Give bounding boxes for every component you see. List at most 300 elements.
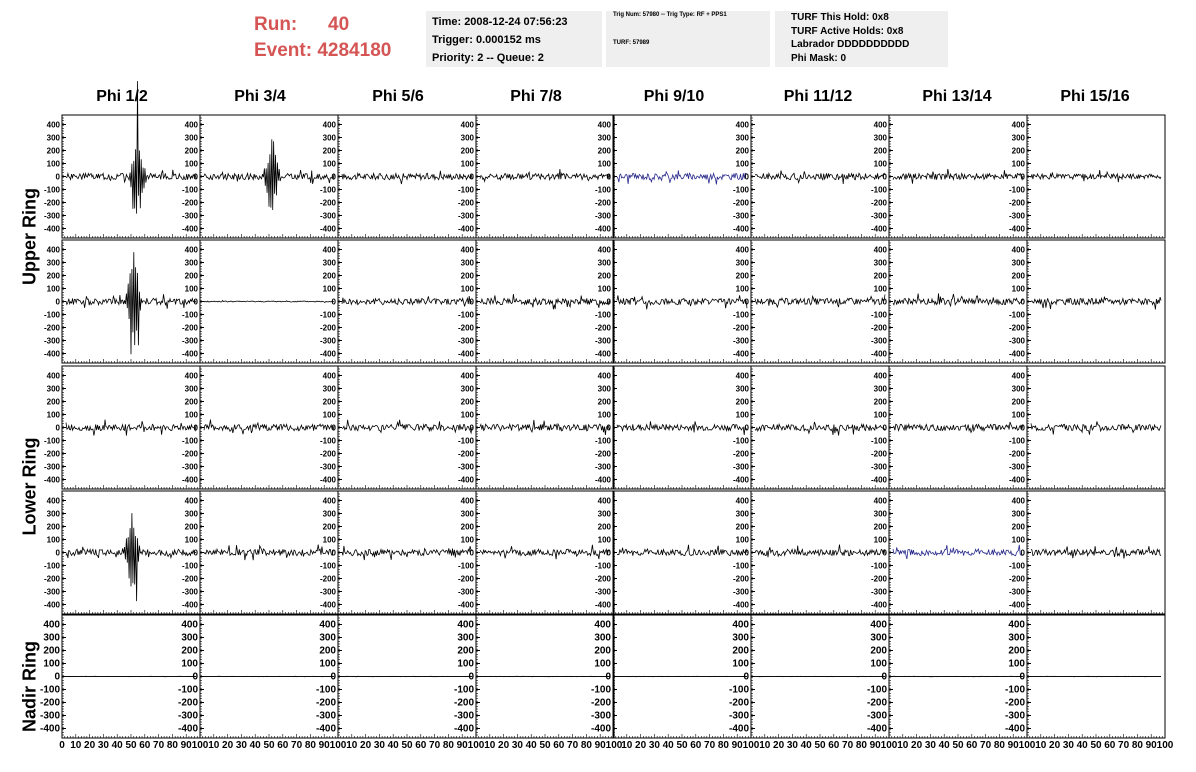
y-tick-label: 0 — [744, 172, 749, 182]
y-tick-label: -400 — [181, 600, 198, 610]
y-tick-label: -400 — [1008, 475, 1025, 485]
y-tick-label: 300 — [46, 509, 60, 519]
panel-frame — [613, 366, 751, 489]
waveform-trace — [755, 422, 885, 436]
y-tick-label: 400 — [460, 496, 474, 506]
y-tick-label: -100 — [732, 436, 749, 446]
y-tick-label: -200 — [732, 198, 749, 208]
y-tick-label: -200 — [43, 449, 60, 459]
y-tick-label: 400 — [460, 120, 474, 130]
waveform-panel-r1-c2 — [320, 240, 476, 363]
y-tick-label: -300 — [1008, 462, 1025, 472]
y-tick-label: 0 — [1020, 172, 1025, 182]
x-tick-label: 40 — [1076, 740, 1088, 751]
y-tick-label: -400 — [870, 600, 887, 610]
y-tick-label: 300 — [873, 509, 887, 519]
phi-header-5: Phi 9/10 — [643, 88, 705, 105]
nadir-ring-label: Nadir Ring — [19, 641, 40, 733]
y-tick-label: -400 — [1004, 723, 1025, 735]
waveform-trace — [480, 545, 610, 559]
y-tick-label: 400 — [873, 245, 887, 255]
y-tick-label: 400 — [597, 371, 611, 381]
y-tick-label: -300 — [39, 710, 60, 722]
x-tick-label: 100 — [1018, 740, 1036, 751]
waveform-trace — [617, 545, 747, 556]
x-tick-label: 80 — [855, 740, 867, 751]
waveform-trace — [342, 420, 472, 433]
y-tick-label: 200 — [1011, 397, 1025, 407]
y-tick-label: 200 — [873, 146, 887, 156]
y-tick-label: 400 — [46, 496, 60, 506]
y-tick-label: 0 — [469, 297, 474, 307]
waveform-trace — [204, 139, 334, 210]
y-tick-label: -400 — [732, 224, 749, 234]
y-tick-label: -400 — [319, 600, 336, 610]
y-tick-label: -200 — [457, 574, 474, 584]
x-tick-label: 50 — [1090, 740, 1102, 751]
y-tick-label: 300 — [735, 258, 749, 268]
x-tick-label: 40 — [938, 740, 950, 751]
y-tick-label: 400 — [1011, 496, 1025, 506]
waveform-panel-r3-c2 — [320, 491, 476, 614]
y-tick-label: -400 — [457, 475, 474, 485]
y-tick-label: -300 — [594, 462, 611, 472]
x-tick-label: 60 — [690, 740, 702, 751]
y-tick-label: 400 — [46, 120, 60, 130]
y-tick-label: 200 — [597, 271, 611, 281]
turf-num-text: TURF: 57989 — [613, 40, 650, 46]
y-tick-label: 0 — [54, 671, 60, 683]
y-tick-label: 400 — [460, 245, 474, 255]
y-tick-label: 200 — [870, 645, 887, 657]
y-tick-label: 200 — [873, 522, 887, 532]
waveform-panel-r2-c4 — [595, 366, 751, 489]
y-tick-label: -100 — [453, 684, 474, 696]
y-tick-label: 0 — [882, 548, 887, 558]
waveform-panel-r4-c3 — [454, 615, 614, 738]
y-tick-label: 100 — [46, 284, 60, 294]
y-tick-label: 200 — [322, 271, 336, 281]
x-tick-label: 70 — [567, 740, 579, 751]
x-tick-label: 50 — [539, 740, 551, 751]
waveform-trace — [204, 420, 334, 435]
y-tick-label: 200 — [46, 397, 60, 407]
upper-ring-label: Upper Ring — [19, 188, 40, 285]
y-tick-label: 300 — [735, 133, 749, 143]
y-tick-label: -300 — [594, 587, 611, 597]
waveform-panel-r0-c0 — [44, 81, 200, 238]
y-tick-label: 400 — [597, 496, 611, 506]
y-tick-label: 400 — [322, 371, 336, 381]
x-tick-label: 70 — [291, 740, 303, 751]
y-tick-label: -300 — [319, 462, 336, 472]
y-tick-label: 200 — [460, 522, 474, 532]
y-tick-label: -400 — [43, 224, 60, 234]
y-tick-label: -200 — [870, 574, 887, 584]
x-tick-label: 70 — [429, 740, 441, 751]
y-tick-label: 400 — [1011, 371, 1025, 381]
y-tick-label: 100 — [184, 410, 198, 420]
x-tick-label: 90 — [318, 740, 330, 751]
waveform-trace — [342, 546, 472, 560]
y-tick-label: 300 — [322, 133, 336, 143]
waveform-trace — [342, 171, 472, 184]
y-tick-label: -300 — [732, 336, 749, 346]
y-tick-label: 200 — [1011, 522, 1025, 532]
y-tick-label: 0 — [1020, 297, 1025, 307]
y-tick-label: -300 — [1004, 710, 1025, 722]
y-tick-label: -300 — [181, 587, 198, 597]
y-tick-label: 100 — [322, 159, 336, 169]
x-tick-label: 90 — [456, 740, 468, 751]
run-value: 40 — [328, 14, 350, 35]
y-tick-label: 0 — [330, 671, 336, 683]
y-tick-label: -400 — [43, 349, 60, 359]
y-tick-label: 0 — [331, 423, 336, 433]
y-tick-label: -200 — [594, 449, 611, 459]
y-tick-label: -100 — [319, 310, 336, 320]
y-tick-label: 400 — [1008, 619, 1025, 631]
waveform-panel-r3-c1 — [182, 491, 338, 614]
y-tick-label: 300 — [46, 258, 60, 268]
waveform-trace — [66, 252, 196, 354]
y-tick-label: 100 — [460, 410, 474, 420]
y-tick-label: -300 — [43, 211, 60, 221]
y-tick-label: 0 — [882, 297, 887, 307]
waveform-trace — [204, 545, 334, 561]
y-tick-label: 0 — [193, 172, 198, 182]
waveform-panel-r1-c5 — [733, 240, 889, 363]
y-tick-label: 200 — [46, 522, 60, 532]
y-tick-label: 100 — [870, 658, 887, 670]
y-tick-label: -400 — [181, 475, 198, 485]
x-tick-label: 40 — [800, 740, 812, 751]
y-tick-label: 0 — [331, 548, 336, 558]
x-tick-label: 40 — [111, 740, 123, 751]
y-tick-label: 100 — [1011, 535, 1025, 545]
y-tick-label: 300 — [184, 258, 198, 268]
y-tick-label: -200 — [590, 697, 611, 709]
y-tick-label: -200 — [866, 697, 887, 709]
y-tick-label: -400 — [457, 600, 474, 610]
x-tick-label: 30 — [648, 740, 660, 751]
x-tick-label: 80 — [304, 740, 316, 751]
waveform-panel-r4-c7 — [1005, 615, 1165, 738]
x-tick-label: 30 — [924, 740, 936, 751]
y-tick-label: -300 — [319, 587, 336, 597]
x-tick-label: 100 — [742, 740, 760, 751]
y-tick-label: -200 — [181, 198, 198, 208]
y-tick-label: 400 — [873, 120, 887, 130]
y-tick-label: -400 — [870, 349, 887, 359]
x-tick-label: 10 — [484, 740, 496, 751]
y-tick-label: 200 — [460, 397, 474, 407]
waveform-panel-r1-c0 — [44, 240, 200, 363]
y-tick-label: -400 — [870, 475, 887, 485]
x-tick-label: 30 — [235, 740, 247, 751]
y-tick-label: -300 — [870, 211, 887, 221]
y-tick-label: 300 — [460, 133, 474, 143]
y-tick-label: -300 — [594, 336, 611, 346]
y-tick-label: -100 — [457, 185, 474, 195]
y-tick-label: 400 — [735, 245, 749, 255]
x-tick-label: 50 — [401, 740, 413, 751]
x-tick-label: 60 — [415, 740, 427, 751]
x-tick-label: 30 — [1062, 740, 1074, 751]
y-tick-label: 400 — [43, 619, 60, 631]
phi-header-6: Phi 11/12 — [783, 88, 853, 105]
y-tick-label: 200 — [1011, 146, 1025, 156]
y-tick-label: 0 — [744, 423, 749, 433]
x-tick-label: 30 — [97, 740, 109, 751]
x-tick-label: 50 — [125, 740, 137, 751]
y-tick-label: 300 — [873, 133, 887, 143]
y-tick-label: 100 — [594, 658, 611, 670]
y-tick-label: 300 — [732, 632, 749, 644]
y-tick-label: -300 — [870, 336, 887, 346]
waveform-panel-r2-c1 — [182, 366, 338, 489]
y-tick-label: 0 — [469, 423, 474, 433]
y-tick-label: 100 — [184, 535, 198, 545]
y-tick-label: -200 — [181, 574, 198, 584]
y-tick-label: 0 — [469, 548, 474, 558]
y-tick-label: 0 — [55, 172, 60, 182]
y-tick-label: 0 — [882, 423, 887, 433]
y-tick-label: 200 — [873, 397, 887, 407]
x-tick-label: 70 — [980, 740, 992, 751]
y-tick-label: 400 — [46, 371, 60, 381]
y-tick-label: -100 — [319, 185, 336, 195]
y-tick-label: -200 — [594, 198, 611, 208]
y-tick-label: -400 — [181, 224, 198, 234]
waveform-trace — [893, 293, 1023, 306]
waveform-trace — [1031, 297, 1161, 310]
x-tick-label: 30 — [373, 740, 385, 751]
y-tick-label: 300 — [1011, 258, 1025, 268]
waveform-trace — [893, 169, 1023, 184]
y-tick-label: -400 — [590, 723, 611, 735]
y-tick-label: 300 — [460, 509, 474, 519]
y-tick-label: -100 — [457, 436, 474, 446]
y-tick-label: -200 — [1008, 198, 1025, 208]
waveform-panel-r4-c5 — [729, 615, 889, 738]
y-tick-label: 300 — [735, 384, 749, 394]
y-tick-label: 0 — [605, 671, 611, 683]
waveform-panel-r2-c6 — [871, 366, 1027, 489]
y-tick-label: 200 — [46, 146, 60, 156]
y-tick-label: 300 — [1011, 384, 1025, 394]
x-tick-label: 10 — [621, 740, 633, 751]
y-tick-label: -100 — [39, 684, 60, 696]
x-tick-label: 100 — [605, 740, 623, 751]
y-tick-label: -100 — [315, 684, 336, 696]
y-tick-label: 300 — [597, 133, 611, 143]
y-tick-label: -100 — [732, 310, 749, 320]
waveform-panel-r0-c3 — [458, 115, 614, 238]
x-tick-label: 20 — [222, 740, 234, 751]
y-tick-label: 100 — [460, 284, 474, 294]
y-tick-label: 100 — [597, 284, 611, 294]
x-tick-label: 20 — [1049, 740, 1061, 751]
waveform-panel-r0-c5 — [733, 115, 889, 238]
y-tick-label: 100 — [460, 159, 474, 169]
x-tick-label: 70 — [1118, 740, 1130, 751]
y-tick-label: 300 — [184, 133, 198, 143]
y-tick-label: -100 — [1008, 436, 1025, 446]
y-tick-label: -400 — [594, 224, 611, 234]
y-tick-label: 200 — [594, 645, 611, 657]
y-tick-label: -400 — [594, 600, 611, 610]
y-tick-label: 100 — [735, 535, 749, 545]
panel-frame — [1027, 115, 1165, 238]
y-tick-label: -400 — [315, 723, 336, 735]
x-tick-label: 60 — [1104, 740, 1116, 751]
y-tick-label: 0 — [743, 671, 749, 683]
y-tick-label: 200 — [322, 146, 336, 156]
y-tick-label: 300 — [735, 509, 749, 519]
event-value: 4284180 — [317, 40, 392, 61]
y-tick-label: 200 — [735, 397, 749, 407]
y-tick-label: 200 — [597, 397, 611, 407]
y-tick-label: -400 — [1008, 224, 1025, 234]
y-tick-label: -100 — [457, 561, 474, 571]
x-tick-label: 40 — [249, 740, 261, 751]
y-tick-label: -200 — [319, 198, 336, 208]
y-tick-label: 400 — [319, 619, 336, 631]
waveform-trace — [66, 81, 196, 214]
y-tick-label: 100 — [873, 284, 887, 294]
y-tick-label: 0 — [606, 172, 611, 182]
y-tick-label: -100 — [319, 561, 336, 571]
y-tick-label: -100 — [181, 185, 198, 195]
waveform-panel-r2-c0 — [44, 366, 200, 489]
y-tick-label: 400 — [181, 619, 198, 631]
y-tick-label: 200 — [457, 645, 474, 657]
y-tick-label: 0 — [469, 172, 474, 182]
y-tick-label: -300 — [728, 710, 749, 722]
panel-frame — [62, 491, 200, 614]
waveform-panel-r3-c6 — [871, 491, 1027, 614]
y-tick-label: -100 — [1008, 310, 1025, 320]
waveform-trace — [1031, 170, 1161, 182]
y-tick-label: 400 — [873, 496, 887, 506]
y-tick-label: -400 — [728, 723, 749, 735]
y-tick-label: -200 — [43, 198, 60, 208]
waveform-panel-r3-c5 — [733, 491, 889, 614]
y-tick-label: -400 — [319, 224, 336, 234]
y-tick-label: -400 — [732, 475, 749, 485]
y-tick-label: 100 — [46, 410, 60, 420]
y-tick-label: -400 — [39, 723, 60, 735]
y-tick-label: 200 — [181, 645, 198, 657]
y-tick-label: -200 — [732, 323, 749, 333]
x-tick-label: 40 — [387, 740, 399, 751]
y-tick-label: 300 — [460, 384, 474, 394]
y-tick-label: 400 — [735, 496, 749, 506]
y-tick-label: -100 — [43, 561, 60, 571]
y-tick-label: 400 — [184, 120, 198, 130]
y-tick-label: -100 — [870, 561, 887, 571]
y-tick-label: 300 — [597, 384, 611, 394]
y-tick-label: -200 — [1008, 574, 1025, 584]
y-tick-label: 300 — [43, 632, 60, 644]
y-tick-label: 300 — [594, 632, 611, 644]
y-tick-label: 200 — [735, 522, 749, 532]
y-tick-label: -100 — [1004, 684, 1025, 696]
waveform-panel-r4-c2 — [316, 615, 476, 738]
waveform-panel-r2-c5 — [733, 366, 889, 489]
y-tick-label: -200 — [870, 198, 887, 208]
y-tick-label: 400 — [873, 371, 887, 381]
y-tick-label: 400 — [184, 496, 198, 506]
x-tick-label: 20 — [635, 740, 647, 751]
y-tick-label: 200 — [184, 271, 198, 281]
x-tick-label: 90 — [180, 740, 192, 751]
y-tick-label: -200 — [177, 697, 198, 709]
waveform-trace — [893, 545, 1023, 559]
x-tick-label: 100 — [329, 740, 347, 751]
y-tick-label: -200 — [870, 323, 887, 333]
y-tick-label: -300 — [590, 710, 611, 722]
x-tick-label: 10 — [1035, 740, 1047, 751]
waveform-panel-r0-c6 — [871, 115, 1027, 238]
y-tick-label: 0 — [193, 297, 198, 307]
waveform-panel-r0-c1 — [182, 115, 338, 238]
waveform-panel-r3-c4 — [595, 491, 751, 614]
y-tick-label: 400 — [735, 371, 749, 381]
y-tick-label: 400 — [735, 120, 749, 130]
y-tick-label: 100 — [46, 535, 60, 545]
waveform-panel-r1-c3 — [458, 240, 614, 363]
y-tick-label: -400 — [866, 723, 887, 735]
y-tick-label: -400 — [181, 349, 198, 359]
y-tick-label: -300 — [181, 336, 198, 346]
y-tick-label: -300 — [870, 587, 887, 597]
y-tick-label: -100 — [177, 684, 198, 696]
waveform-trace — [1031, 422, 1161, 435]
waveform-panel-r2-c3 — [458, 366, 614, 489]
turf-active-text: TURF Active Holds: 0x8 — [791, 25, 904, 37]
y-tick-label: 100 — [597, 159, 611, 169]
y-tick-label: -400 — [594, 475, 611, 485]
y-tick-label: 0 — [881, 671, 887, 683]
y-tick-label: 400 — [870, 619, 887, 631]
y-tick-label: -400 — [453, 723, 474, 735]
phi-header-7: Phi 13/14 — [922, 88, 992, 105]
y-tick-label: 100 — [732, 658, 749, 670]
waveform-panel-r2-c7 — [1009, 366, 1165, 489]
x-tick-label: 90 — [869, 740, 881, 751]
y-tick-label: 0 — [1020, 423, 1025, 433]
y-tick-label: 400 — [457, 619, 474, 631]
x-tick-label: 100 — [191, 740, 209, 751]
y-tick-label: -400 — [457, 224, 474, 234]
y-tick-label: -300 — [457, 336, 474, 346]
y-tick-label: -400 — [870, 224, 887, 234]
run-label: Run: — [254, 14, 298, 35]
y-tick-label: 0 — [55, 548, 60, 558]
y-tick-label: 400 — [1011, 245, 1025, 255]
y-tick-label: 0 — [606, 548, 611, 558]
y-tick-label: 100 — [735, 410, 749, 420]
phi-header-4: Phi 7/8 — [510, 88, 562, 105]
y-tick-label: 300 — [322, 509, 336, 519]
y-tick-label: -200 — [457, 198, 474, 208]
y-tick-label: 200 — [735, 146, 749, 156]
y-tick-label: 300 — [873, 258, 887, 268]
y-tick-label: -400 — [319, 349, 336, 359]
x-tick-label: 60 — [828, 740, 840, 751]
